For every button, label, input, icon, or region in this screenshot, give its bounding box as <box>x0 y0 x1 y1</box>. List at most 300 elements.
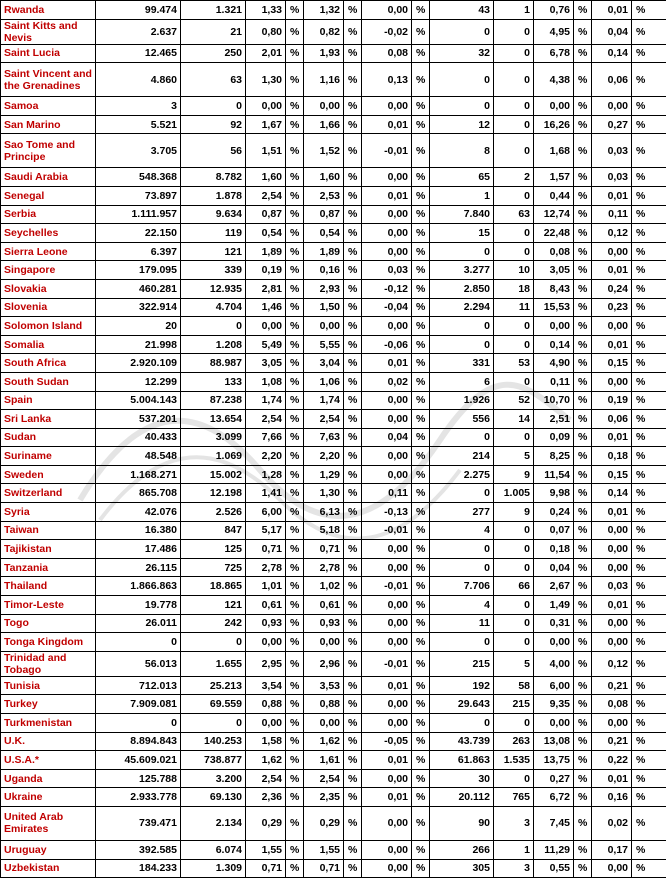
cell-value: 0 <box>494 521 534 540</box>
percent-sign: % <box>412 806 430 840</box>
cell-value: 0 <box>430 484 494 503</box>
cell-value: 32 <box>430 44 494 63</box>
percent-sign: % <box>412 205 430 224</box>
country-name: Seychelles <box>1 224 96 243</box>
table-row <box>1 633 666 652</box>
cell-value: 18.865 <box>181 577 246 596</box>
cell-value: 2,36 <box>246 788 286 807</box>
cell-value: 20 <box>96 317 181 336</box>
cell-value: 192 <box>430 676 494 695</box>
percent-sign: % <box>344 859 362 878</box>
percent-sign: % <box>574 840 592 859</box>
cell-value: 25.213 <box>181 676 246 695</box>
country-name: Saint Lucia <box>1 44 96 63</box>
cell-value: 4,00 <box>534 651 574 676</box>
cell-value: 2,93 <box>304 279 344 298</box>
percent-sign: % <box>574 859 592 878</box>
cell-value: 2,35 <box>304 788 344 807</box>
percent-sign: % <box>344 428 362 447</box>
percent-sign: % <box>632 714 666 733</box>
cell-value: 2,01 <box>246 44 286 63</box>
cell-value: 48.548 <box>96 447 181 466</box>
percent-sign: % <box>632 354 666 373</box>
cell-value: 3,54 <box>246 676 286 695</box>
percent-sign: % <box>286 840 304 859</box>
percent-sign: % <box>412 134 430 168</box>
cell-value: 0,01 <box>362 751 412 770</box>
cell-value: 8,43 <box>534 279 574 298</box>
cell-value: 1,93 <box>304 44 344 63</box>
percent-sign: % <box>286 242 304 261</box>
cell-value: 0,00 <box>592 614 632 633</box>
cell-value: 0,61 <box>304 596 344 615</box>
cell-value: 0,00 <box>592 558 632 577</box>
cell-value: 0,00 <box>362 540 412 559</box>
percent-sign: % <box>286 44 304 63</box>
country-name: Uruguay <box>1 840 96 859</box>
cell-value: -0,12 <box>362 279 412 298</box>
cell-value: 0,00 <box>362 695 412 714</box>
percent-sign: % <box>286 769 304 788</box>
cell-value: 0,11 <box>534 372 574 391</box>
cell-value: 61.863 <box>430 751 494 770</box>
country-name: Tunisia <box>1 676 96 695</box>
cell-value: 0,11 <box>592 205 632 224</box>
cell-value: 0 <box>494 614 534 633</box>
table-row <box>1 695 666 714</box>
table-row <box>1 19 666 44</box>
cell-value: 1.208 <box>181 335 246 354</box>
cell-value: 0,00 <box>534 633 574 652</box>
percent-sign: % <box>632 521 666 540</box>
cell-value: -0,01 <box>362 134 412 168</box>
percent-sign: % <box>344 503 362 522</box>
cell-value: 0,55 <box>534 859 574 878</box>
percent-sign: % <box>412 410 430 429</box>
country-name: Turkey <box>1 695 96 714</box>
cell-value: 0,24 <box>534 503 574 522</box>
percent-sign: % <box>632 44 666 63</box>
cell-value: 0 <box>494 317 534 336</box>
cell-value: 1,62 <box>246 751 286 770</box>
cell-value: 0,01 <box>592 769 632 788</box>
cell-value: 1,74 <box>246 391 286 410</box>
cell-value: 69.130 <box>181 788 246 807</box>
cell-value: 0,00 <box>246 97 286 116</box>
cell-value: 30 <box>430 769 494 788</box>
cell-value: 43 <box>430 1 494 20</box>
cell-value: 537.201 <box>96 410 181 429</box>
cell-value: 13,75 <box>534 751 574 770</box>
table-row <box>1 503 666 522</box>
cell-value: 121 <box>181 596 246 615</box>
cell-value: 58 <box>494 676 534 695</box>
country-name: Samoa <box>1 97 96 116</box>
percent-sign: % <box>344 19 362 44</box>
cell-value: 1.005 <box>494 484 534 503</box>
percent-sign: % <box>632 695 666 714</box>
cell-value: 1,41 <box>246 484 286 503</box>
cell-value: 0,17 <box>592 840 632 859</box>
percent-sign: % <box>412 751 430 770</box>
percent-sign: % <box>574 279 592 298</box>
percent-sign: % <box>574 134 592 168</box>
cell-value: 0,00 <box>362 391 412 410</box>
cell-value: -0,13 <box>362 503 412 522</box>
cell-value: 0,00 <box>304 97 344 116</box>
table-row <box>1 676 666 695</box>
cell-value: 7,66 <box>246 428 286 447</box>
cell-value: 12.465 <box>96 44 181 63</box>
cell-value: 5,18 <box>304 521 344 540</box>
cell-value: 0,19 <box>592 391 632 410</box>
percent-sign: % <box>344 410 362 429</box>
cell-value: 322.914 <box>96 298 181 317</box>
cell-value: 0 <box>494 596 534 615</box>
cell-value: 0,15 <box>592 354 632 373</box>
cell-value: 0,00 <box>246 317 286 336</box>
cell-value: 0,76 <box>534 1 574 20</box>
cell-value: 8.894.843 <box>96 732 181 751</box>
percent-sign: % <box>286 224 304 243</box>
table-row <box>1 521 666 540</box>
cell-value: 3,05 <box>534 261 574 280</box>
percent-sign: % <box>412 115 430 134</box>
cell-value: -0,01 <box>362 651 412 676</box>
percent-sign: % <box>344 714 362 733</box>
cell-value: 42.076 <box>96 503 181 522</box>
percent-sign: % <box>286 186 304 205</box>
percent-sign: % <box>286 540 304 559</box>
cell-value: 0,12 <box>592 651 632 676</box>
cell-value: 0 <box>494 97 534 116</box>
cell-value: 5.521 <box>96 115 181 134</box>
cell-value: 1,08 <box>246 372 286 391</box>
percent-sign: % <box>344 788 362 807</box>
cell-value: 56 <box>181 134 246 168</box>
table-row <box>1 44 666 63</box>
country-name: Togo <box>1 614 96 633</box>
table-row <box>1 558 666 577</box>
cell-value: -0,06 <box>362 335 412 354</box>
percent-sign: % <box>574 186 592 205</box>
percent-sign: % <box>574 261 592 280</box>
percent-sign: % <box>344 205 362 224</box>
cell-value: 21 <box>181 19 246 44</box>
cell-value: 0,00 <box>246 633 286 652</box>
cell-value: 2,67 <box>534 577 574 596</box>
country-name: Suriname <box>1 447 96 466</box>
percent-sign: % <box>286 859 304 878</box>
percent-sign: % <box>286 115 304 134</box>
cell-value: 92 <box>181 115 246 134</box>
cell-value: 53 <box>494 354 534 373</box>
cell-value: 0 <box>494 714 534 733</box>
percent-sign: % <box>412 224 430 243</box>
percent-sign: % <box>412 44 430 63</box>
cell-value: 0,00 <box>362 224 412 243</box>
percent-sign: % <box>574 391 592 410</box>
cell-value: 0,88 <box>246 695 286 714</box>
table-row <box>1 410 666 429</box>
percent-sign: % <box>286 279 304 298</box>
percent-sign: % <box>632 651 666 676</box>
percent-sign: % <box>286 134 304 168</box>
percent-sign: % <box>574 44 592 63</box>
percent-sign: % <box>632 1 666 20</box>
percent-sign: % <box>574 614 592 633</box>
percent-sign: % <box>632 115 666 134</box>
cell-value: 0,00 <box>362 465 412 484</box>
cell-value: 1,58 <box>246 732 286 751</box>
percent-sign: % <box>344 186 362 205</box>
cell-value: 0,00 <box>362 596 412 615</box>
cell-value: 0,01 <box>592 335 632 354</box>
table-row <box>1 447 666 466</box>
percent-sign: % <box>286 19 304 44</box>
percent-sign: % <box>286 63 304 97</box>
percent-sign: % <box>286 596 304 615</box>
cell-value: 1,57 <box>534 168 574 187</box>
cell-value: 21.998 <box>96 335 181 354</box>
country-name: Somalia <box>1 335 96 354</box>
cell-value: 9 <box>494 465 534 484</box>
percent-sign: % <box>412 614 430 633</box>
cell-value: 2,54 <box>246 410 286 429</box>
percent-sign: % <box>574 428 592 447</box>
cell-value: 1.069 <box>181 447 246 466</box>
cell-value: 0 <box>430 335 494 354</box>
percent-sign: % <box>574 540 592 559</box>
percent-sign: % <box>412 335 430 354</box>
percent-sign: % <box>344 224 362 243</box>
percent-sign: % <box>286 732 304 751</box>
cell-value: 0,61 <box>246 596 286 615</box>
percent-sign: % <box>412 484 430 503</box>
percent-sign: % <box>412 279 430 298</box>
cell-value: 0 <box>494 633 534 652</box>
percent-sign: % <box>286 465 304 484</box>
percent-sign: % <box>412 19 430 44</box>
cell-value: 1.168.271 <box>96 465 181 484</box>
cell-value: 0,24 <box>592 279 632 298</box>
cell-value: 1,50 <box>304 298 344 317</box>
percent-sign: % <box>574 676 592 695</box>
cell-value: 0,00 <box>592 540 632 559</box>
cell-value: 0,11 <box>362 484 412 503</box>
percent-sign: % <box>632 614 666 633</box>
country-name: Rwanda <box>1 1 96 20</box>
percent-sign: % <box>344 521 362 540</box>
cell-value: 3 <box>494 806 534 840</box>
country-name: Sri Lanka <box>1 410 96 429</box>
table-row <box>1 840 666 859</box>
percent-sign: % <box>632 279 666 298</box>
table-body <box>1 1 666 878</box>
percent-sign: % <box>574 769 592 788</box>
percent-sign: % <box>412 732 430 751</box>
table-row <box>1 242 666 261</box>
cell-value: 0 <box>494 540 534 559</box>
cell-value: 3,05 <box>246 354 286 373</box>
percent-sign: % <box>574 298 592 317</box>
percent-sign: % <box>632 205 666 224</box>
percent-sign: % <box>286 788 304 807</box>
cell-value: 4,90 <box>534 354 574 373</box>
cell-value: 0 <box>494 134 534 168</box>
percent-sign: % <box>632 391 666 410</box>
cell-value: -0,02 <box>362 19 412 44</box>
percent-sign: % <box>286 751 304 770</box>
cell-value: 0,00 <box>362 1 412 20</box>
percent-sign: % <box>574 205 592 224</box>
cell-value: 87.238 <box>181 391 246 410</box>
percent-sign: % <box>632 97 666 116</box>
cell-value: 125.788 <box>96 769 181 788</box>
cell-value: 18 <box>494 279 534 298</box>
cell-value: 3.705 <box>96 134 181 168</box>
cell-value: 0,00 <box>304 317 344 336</box>
cell-value: 0 <box>494 186 534 205</box>
table-row <box>1 115 666 134</box>
cell-value: 10,70 <box>534 391 574 410</box>
cell-value: 3 <box>96 97 181 116</box>
percent-sign: % <box>632 484 666 503</box>
cell-value: 0,44 <box>534 186 574 205</box>
cell-value: 865.708 <box>96 484 181 503</box>
percent-sign: % <box>412 840 430 859</box>
cell-value: 43.739 <box>430 732 494 751</box>
cell-value: 0 <box>494 224 534 243</box>
cell-value: 0,08 <box>362 44 412 63</box>
percent-sign: % <box>632 633 666 652</box>
percent-sign: % <box>574 168 592 187</box>
cell-value: 0,04 <box>592 19 632 44</box>
percent-sign: % <box>632 840 666 859</box>
cell-value: 12.299 <box>96 372 181 391</box>
percent-sign: % <box>286 695 304 714</box>
percent-sign: % <box>344 484 362 503</box>
percent-sign: % <box>574 224 592 243</box>
cell-value: 263 <box>494 732 534 751</box>
cell-value: 12 <box>430 115 494 134</box>
cell-value: 26.115 <box>96 558 181 577</box>
percent-sign: % <box>574 317 592 336</box>
cell-value: 725 <box>181 558 246 577</box>
cell-value: 9.634 <box>181 205 246 224</box>
percent-sign: % <box>632 596 666 615</box>
percent-sign: % <box>632 261 666 280</box>
cell-value: 20.112 <box>430 788 494 807</box>
cell-value: 847 <box>181 521 246 540</box>
percent-sign: % <box>344 465 362 484</box>
cell-value: 2,51 <box>534 410 574 429</box>
cell-value: 2,54 <box>304 410 344 429</box>
cell-value: 0,08 <box>534 242 574 261</box>
country-name: Turkmenistan <box>1 714 96 733</box>
cell-value: 7,45 <box>534 806 574 840</box>
country-name: United Arab Emirates <box>1 806 96 840</box>
cell-value: 460.281 <box>96 279 181 298</box>
cell-value: 0,04 <box>534 558 574 577</box>
cell-value: 1,61 <box>304 751 344 770</box>
percent-sign: % <box>412 186 430 205</box>
percent-sign: % <box>632 447 666 466</box>
percent-sign: % <box>412 298 430 317</box>
country-name: Slovakia <box>1 279 96 298</box>
cell-value: 0,00 <box>592 521 632 540</box>
percent-sign: % <box>632 769 666 788</box>
percent-sign: % <box>286 521 304 540</box>
cell-value: 0 <box>96 633 181 652</box>
percent-sign: % <box>574 1 592 20</box>
cell-value: 739.471 <box>96 806 181 840</box>
cell-value: 9 <box>494 503 534 522</box>
country-name: U.K. <box>1 732 96 751</box>
cell-value: 1,74 <box>304 391 344 410</box>
cell-value: 7,63 <box>304 428 344 447</box>
percent-sign: % <box>574 19 592 44</box>
percent-sign: % <box>574 465 592 484</box>
percent-sign: % <box>574 503 592 522</box>
cell-value: 0,14 <box>534 335 574 354</box>
cell-value: 0 <box>181 714 246 733</box>
cell-value: 0,12 <box>592 224 632 243</box>
table-row <box>1 372 666 391</box>
cell-value: 0 <box>494 242 534 261</box>
table-row <box>1 186 666 205</box>
cell-value: 0 <box>494 335 534 354</box>
percent-sign: % <box>632 242 666 261</box>
cell-value: 15.002 <box>181 465 246 484</box>
cell-value: 0,01 <box>592 186 632 205</box>
percent-sign: % <box>412 372 430 391</box>
percent-sign: % <box>412 558 430 577</box>
percent-sign: % <box>286 298 304 317</box>
percent-sign: % <box>286 714 304 733</box>
cell-value: 0 <box>494 428 534 447</box>
percent-sign: % <box>344 97 362 116</box>
percent-sign: % <box>412 1 430 20</box>
cell-value: 2,78 <box>246 558 286 577</box>
table-row <box>1 651 666 676</box>
cell-value: 0,03 <box>362 261 412 280</box>
percent-sign: % <box>286 335 304 354</box>
table-row <box>1 769 666 788</box>
percent-sign: % <box>412 788 430 807</box>
table-row <box>1 577 666 596</box>
cell-value: 7.706 <box>430 577 494 596</box>
percent-sign: % <box>286 577 304 596</box>
cell-value: 0,02 <box>592 806 632 840</box>
cell-value: 0 <box>430 97 494 116</box>
percent-sign: % <box>574 732 592 751</box>
cell-value: 10 <box>494 261 534 280</box>
percent-sign: % <box>574 372 592 391</box>
percent-sign: % <box>632 577 666 596</box>
cell-value: 1,89 <box>304 242 344 261</box>
cell-value: 6,72 <box>534 788 574 807</box>
percent-sign: % <box>412 521 430 540</box>
percent-sign: % <box>632 335 666 354</box>
cell-value: 11 <box>430 614 494 633</box>
cell-value: 0,06 <box>592 63 632 97</box>
cell-value: 15 <box>430 224 494 243</box>
cell-value: 8,25 <box>534 447 574 466</box>
percent-sign: % <box>632 317 666 336</box>
cell-value: 0,00 <box>592 633 632 652</box>
cell-value: 0,22 <box>592 751 632 770</box>
